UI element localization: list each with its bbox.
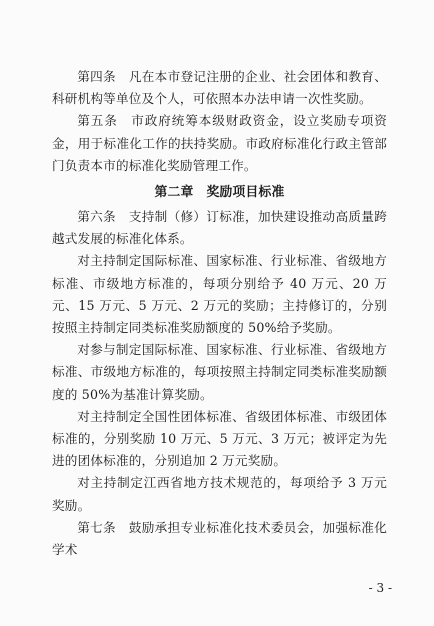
article-4-paragraph: 第四条 凡在本市登记注册的企业、社会团体和教育、科研机构等单位及个人，可依照本办法申请一次性奖励。 [52,69,387,107]
participate-standard-reward-paragraph: 对参与制定国际标准、国家标准、行业标准、省级地方标准、市级地方标准的，每项按照主持制定同类标准奖励额度的 50%为基准计算奖励。 [52,342,387,402]
article-5-paragraph: 第五条 市政府统筹本级财政资金，设立奖励专项资金，用于标准化工作的扶持奖励。市政府标准化行政主管部门负责本市的标准化奖励管理工作。 [52,113,387,173]
host-standard-reward-paragraph: 对主持制定国际标准、国家标准、行业标准、省级地方标准、市级地方标准的，每项分别给予 40 万元、20 万元、15 万元、5 万元、2 万元的奖励；主持修订的，分别按照主持制定同类标准奖励额度的 50%给予奖励。 [52,253,387,336]
group-standard-reward-paragraph: 对主持制定全国性团体标准、省级团体标准、市级团体标准的，分别奖励 10 万元、5 万元、3 万元；被评定为先进的团体标准的，分别追加 2 万元奖励。 [52,408,387,469]
page-number: - 3 - [368,581,392,595]
chapter-title: 第二章 奖励项目标准 [154,185,285,201]
article-7-paragraph: 第七条 鼓励承担专业标准化技术委员会，加强标准化学术 [52,519,387,558]
technical-spec-reward-paragraph: 对主持制定江西省地方技术规范的，每项给予 3 万元奖励。 [52,475,387,513]
document-body [52,66,387,561]
article-6-paragraph: 第六条 支持制（修）订标准，加快建设推动高质量跨越式发展的标准化体系。 [52,209,387,247]
